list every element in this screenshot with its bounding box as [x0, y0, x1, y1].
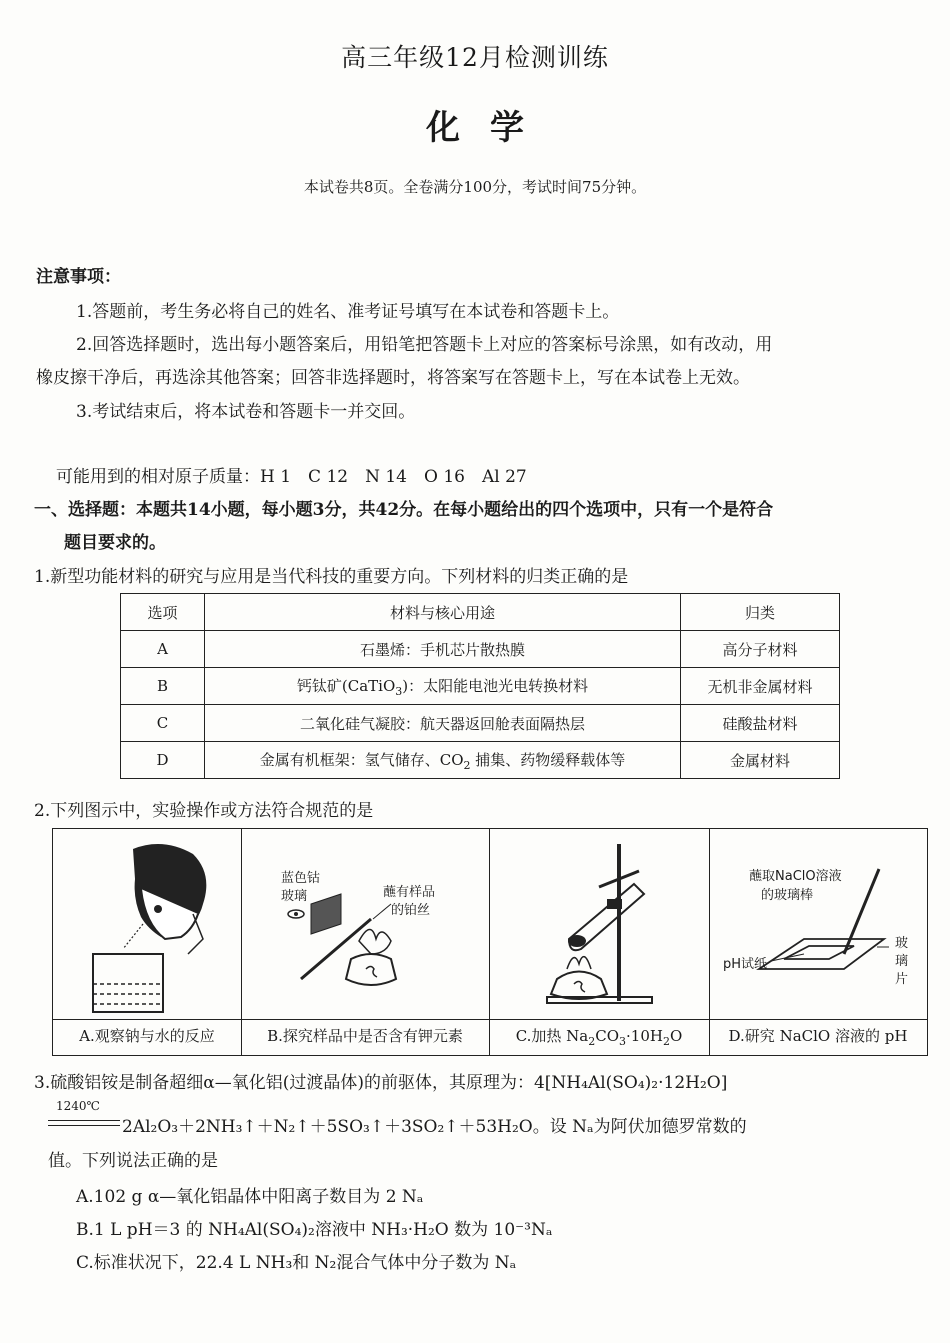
label-glass-rod: 蘸取NaClO溶液	[749, 869, 842, 884]
exam-intro: 本试卷共8页。全卷满分100分，考试时间75分钟。	[303, 178, 647, 196]
reaction-condition: 1240℃	[56, 1099, 100, 1113]
notice-item-2-cont: 橡皮擦干净后，再选涂其他答案；回答非选择题时，将答案写在答题卡上，写在本试卷上无效。	[36, 368, 750, 388]
option-letter: D	[121, 742, 205, 779]
class-cell: 金属材料	[681, 742, 840, 779]
figure-c-caption: C.加热 $Na_2CO_3\cdot 10H_2O$	[515, 1027, 683, 1048]
q2-figure-panel	[52, 828, 928, 1056]
notice-item-3: 3.考试结束后，将本试卷和答题卡一并交回。	[76, 402, 416, 422]
label-glass-plate-3: 片	[895, 972, 909, 987]
figure-b-caption: B.探究样品中是否含有钾元素	[267, 1027, 463, 1045]
material-cell: 钙钛矿(CaTiO$_3$)：太阳能电池光电转换材料	[205, 668, 681, 705]
atomic-mass: 可能用到的相对原子质量：H 1 C 12 N 14 O 16 Al 27	[56, 467, 527, 487]
option-letter: A	[121, 631, 205, 668]
q3-choice-b: B.1 L pH＝3 的 NH₄Al(SO₄)₂溶液中 NH₃·H₂O 数为 10⁻³Nₐ	[76, 1220, 553, 1240]
section-1-heading-cont: 题目要求的。	[64, 533, 166, 553]
flame-test-illustration	[241, 829, 489, 1019]
table-header: 材料与核心用途	[205, 594, 681, 631]
table-row	[121, 668, 840, 705]
figure-c	[489, 829, 710, 1055]
figure-a	[53, 829, 242, 1055]
table-row	[121, 631, 840, 668]
q1-stem: 1.新型功能材料的研究与应用是当代科技的重要方向。下列材料的归类正确的是	[34, 567, 629, 587]
label-glass-plate-2: 璃	[895, 954, 909, 969]
label-platinum-wire-2: 的铂丝	[391, 903, 431, 918]
table-header: 归类	[681, 594, 840, 631]
option-letter: B	[121, 668, 205, 705]
table-header: 选项	[121, 594, 205, 631]
class-cell: 高分子材料	[681, 631, 840, 668]
equals-line-top	[48, 1120, 120, 1121]
label-glass-rod-2: 的玻璃棒	[761, 888, 814, 903]
class-cell: 硅酸盐材料	[681, 705, 840, 742]
option-letter: C	[121, 705, 205, 742]
material-cell: 二氧化硅气凝胶：航天器返回舱表面隔热层	[205, 705, 681, 742]
table-header-row	[121, 594, 840, 631]
figure-a-caption: A.观察钠与水的反应	[79, 1027, 215, 1045]
section-1-heading: 一、选择题：本题共14小题，每小题3分，共42分。在每小题给出的四个选项中，只有一个是符合	[34, 500, 774, 520]
class-cell: 无机非金属材料	[681, 668, 840, 705]
q3-choice-c: C.标准状况下，22.4 L NH₃和 N₂混合气体中分子数为 Nₐ	[76, 1253, 517, 1273]
table-row	[121, 742, 840, 779]
q3-stem-line2: 2Al₂O₃＋2NH₃↑＋N₂↑＋5SO₃↑＋3SO₂↑＋53H₂O。设 Nₐ为阿伏加德罗常数的	[122, 1117, 747, 1137]
ph-test-illustration	[709, 829, 927, 1019]
material-cell: 石墨烯：手机芯片散热膜	[205, 631, 681, 668]
equals-line-bottom	[48, 1125, 120, 1126]
table-row	[121, 705, 840, 742]
q1-table	[120, 593, 840, 779]
exam-title: 高三年级12月检测训练	[341, 43, 609, 72]
figure-d	[709, 829, 927, 1055]
figure-d-caption: D.研究 NaClO 溶液的 pH	[728, 1027, 908, 1045]
notice-heading: 注意事项：	[36, 267, 121, 287]
q3-choice-a: A.102 g α—氧化铝晶体中阳离子数目为 2 Nₐ	[76, 1187, 424, 1207]
notice-item-1: 1.答题前，考生务必将自己的姓名、准考证号填写在本试卷和答题卡上。	[76, 302, 620, 322]
figure-b	[241, 829, 490, 1055]
label-platinum-wire: 蘸有样品	[383, 885, 436, 900]
notice-item-2: 2.回答选择题时，选出每小题答案后，用铅笔把答题卡上对应的答案标号涂黑，如有改动，用	[76, 335, 773, 355]
q3-stem-line3: 值。下列说法正确的是	[48, 1151, 218, 1171]
label-cobalt-glass-2: 玻璃	[281, 889, 308, 904]
q3-stem-line1: 3.硫酸铝铵是制备超细α—氧化铝(过渡晶体)的前驱体，其原理为：4[NH₄Al(SO₄)₂·12H₂O]	[34, 1073, 728, 1093]
heating-test-tube-illustration	[489, 829, 709, 1019]
material-cell: 金属有机框架：氢气储存、$CO_2$ 捕集、药物缓释载体等	[205, 742, 681, 779]
label-cobalt-glass: 蓝色钴	[281, 871, 321, 886]
label-ph-paper: pH试纸	[723, 957, 768, 972]
q2-stem: 2.下列图示中，实验操作或方法符合规范的是	[34, 801, 374, 821]
subject-title: 化学	[426, 108, 554, 148]
label-glass-plate-1: 玻	[895, 936, 909, 951]
face-over-beaker-illustration	[53, 829, 241, 1019]
